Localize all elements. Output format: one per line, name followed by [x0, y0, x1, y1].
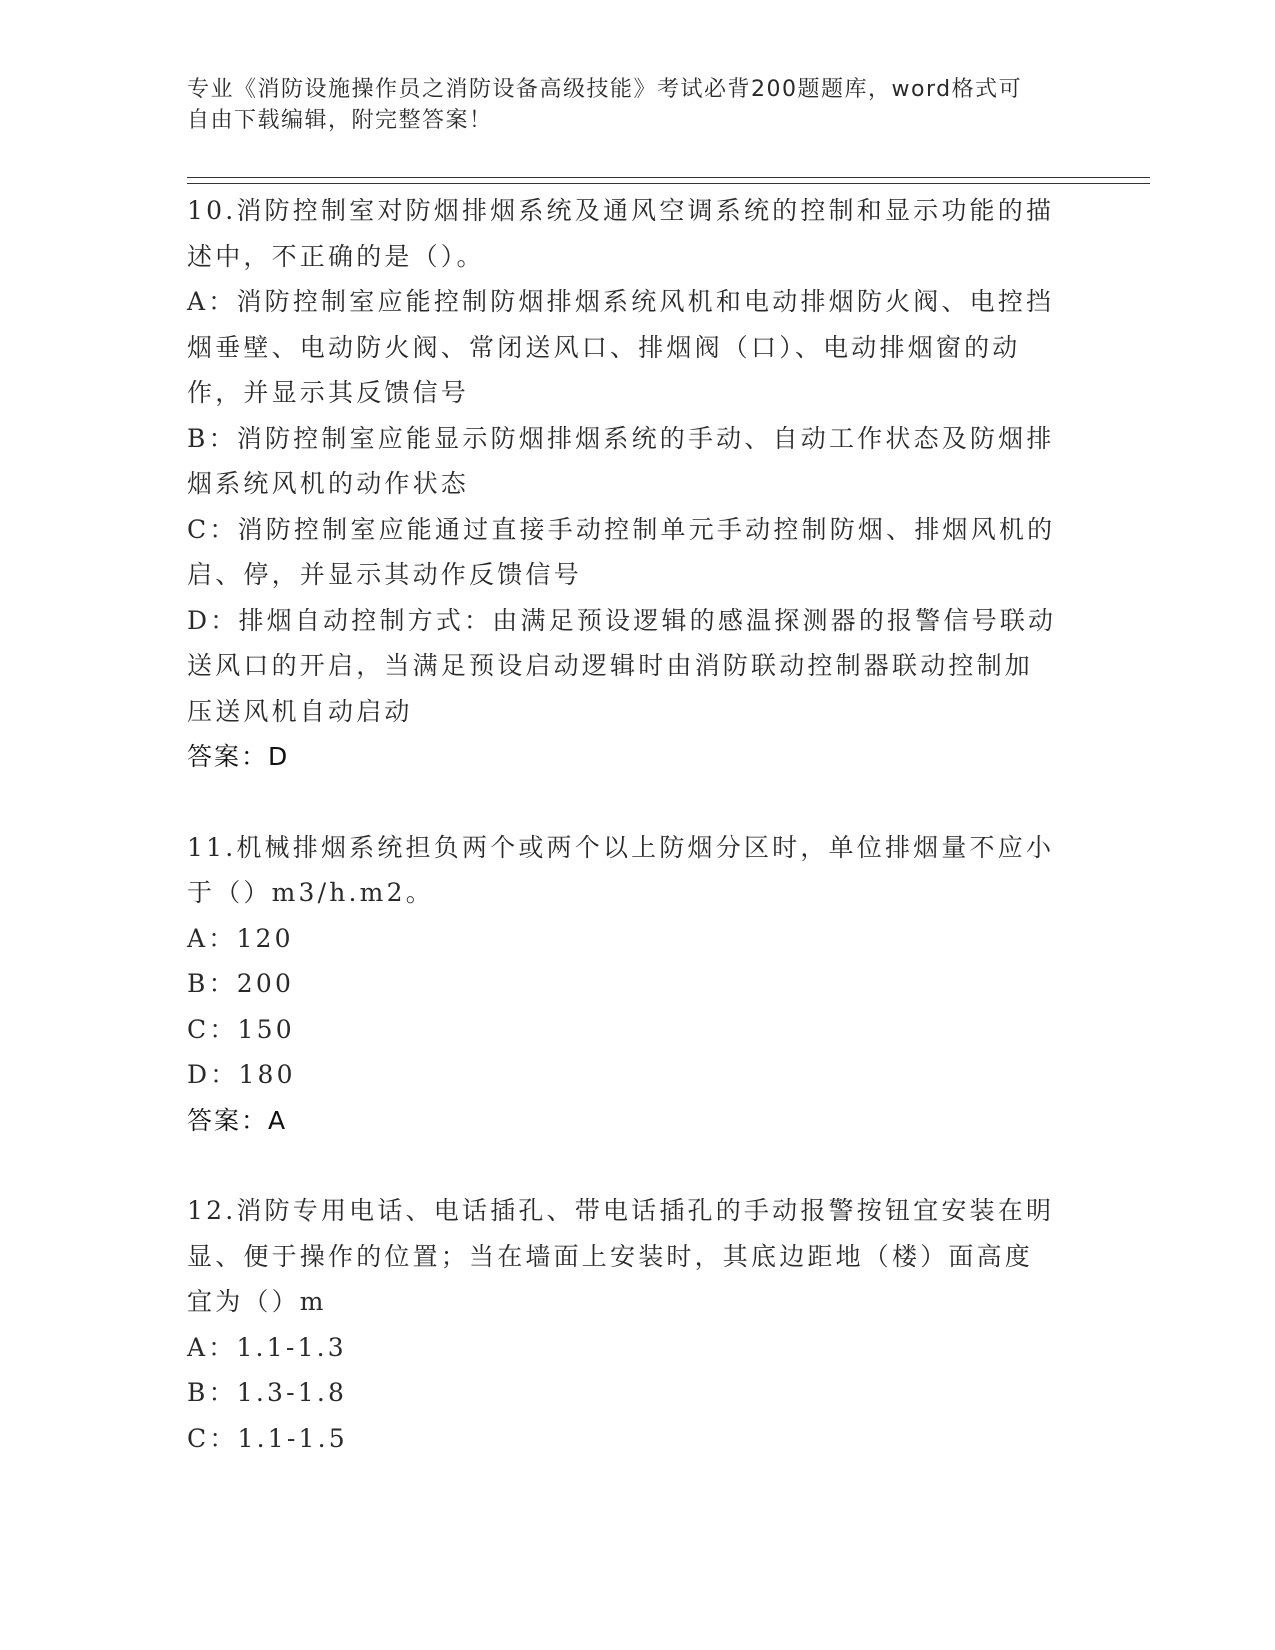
question-12: [187, 1188, 1087, 1461]
question-spacer: [187, 780, 1087, 825]
question-text-line: 11.机械排烟系统担负两个或两个以上防烟分区时，单位排烟量不应小: [187, 832, 1055, 862]
header-divider-bottom: [187, 183, 1150, 184]
question-text-line: 显、便于操作的位置；当在墙面上安装时，其底边距地（楼）面高度: [187, 1241, 1034, 1271]
option-line: 启、停，并显示其动作反馈信号: [187, 560, 582, 589]
question-text-line: 述中，不正确的是（）。: [187, 241, 485, 271]
option-a: A：1.1-1.3: [187, 1332, 347, 1362]
option-line: 压送风机自动启动: [187, 696, 413, 726]
option-b: [187, 416, 1087, 507]
question-text-line: 10.消防控制室对防烟排烟系统及通风空调系统的控制和显示功能的描: [187, 196, 1055, 225]
option-d: [187, 598, 1087, 735]
option-a: A：120: [187, 923, 294, 953]
option-line: D：排烟自动控制方式：由满足预设逻辑的感温探测器的报警信号联动: [187, 605, 1057, 635]
question-10: [187, 188, 1087, 780]
option-c: C：150: [187, 1014, 295, 1044]
option-line: 送风口的开启，当满足预设启动逻辑时由消防联动控制器联动控制加: [187, 651, 1034, 680]
question-text-line: 12.消防专用电话、电话插孔、带电话插孔的手动报警按钮宜安装在明: [187, 1196, 1055, 1225]
option-c: C：1.1-1.5: [187, 1423, 348, 1453]
question-text-line: 宜为（）m: [187, 1287, 327, 1316]
document-header: [187, 74, 1087, 136]
question-text-line: 于（）m3/h.m2。: [187, 878, 434, 907]
option-line: 烟系统风机的动作状态: [187, 469, 470, 498]
option-line: 烟垂壁、电动防火阀、常闭送风口、排烟阀（口）、电动排烟窗的动: [187, 332, 1021, 362]
header-line-1: 专业《消防设施操作员之消防设备高级技能》考试必背200题题库，word格式可: [187, 77, 1023, 102]
question-spacer: [187, 1143, 1087, 1188]
question-11: [187, 825, 1087, 1144]
option-line: B：消防控制室应能显示防烟排烟系统的手动、自动工作状态及防烟排: [187, 423, 1055, 453]
option-d: D：180: [187, 1060, 296, 1089]
option-line: C：消防控制室应能通过直接手动控制单元手动控制防烟、排烟风机的: [187, 514, 1056, 544]
option-line: A：消防控制室应能控制防烟排烟系统风机和电动排烟防火阀、电控挡: [187, 287, 1055, 316]
option-a: [187, 279, 1087, 416]
option-c: [187, 507, 1087, 598]
option-line: 作，并显示其反馈信号: [187, 378, 470, 407]
header-divider-top: [187, 177, 1150, 178]
header-line-2: 自由下载编辑，附完整答案！: [187, 108, 493, 133]
answer-line: 答案：D: [187, 742, 290, 771]
option-b: B：1.3-1.8: [187, 1378, 348, 1407]
question-list: [187, 188, 1087, 1461]
option-b: B：200: [187, 969, 295, 998]
answer-line: 答案：A: [187, 1105, 288, 1135]
